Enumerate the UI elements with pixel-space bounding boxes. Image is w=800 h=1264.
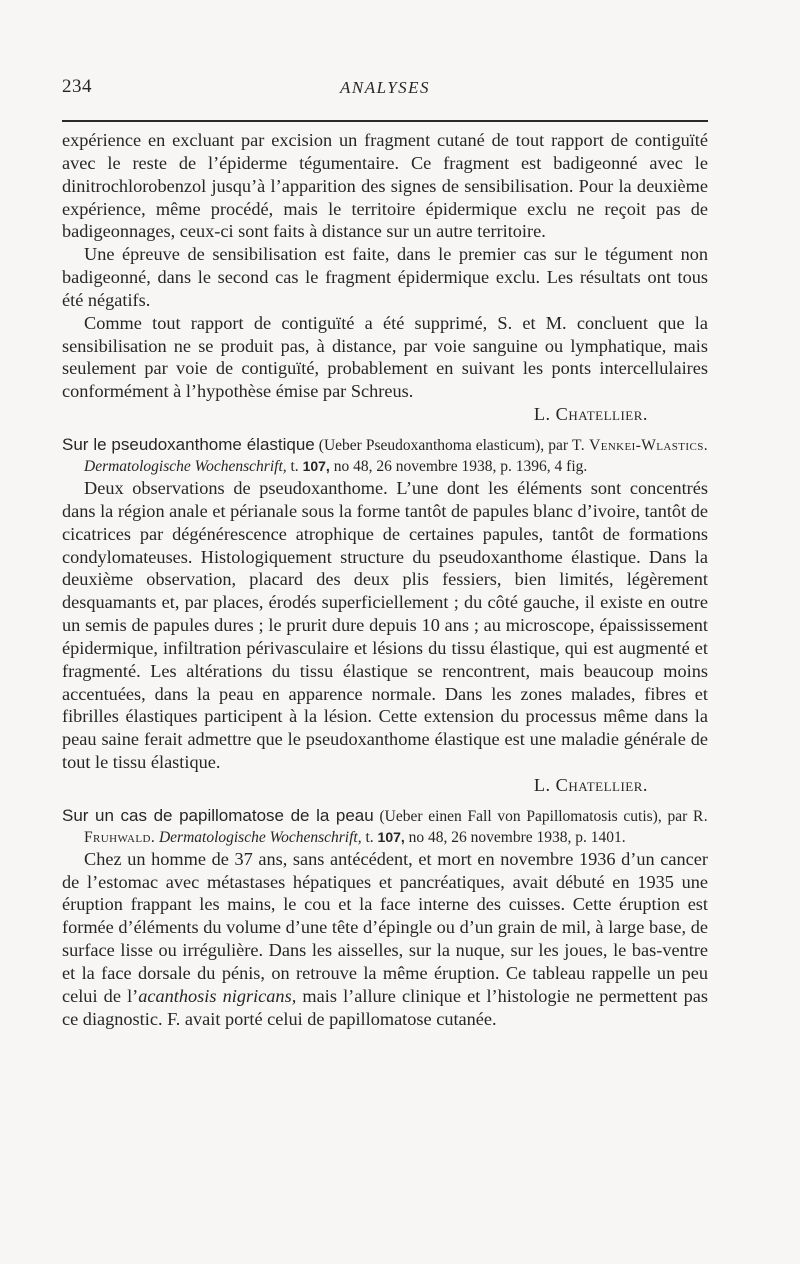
article-body <box>62 848 708 1031</box>
page-number: 234 <box>62 76 92 97</box>
intro-paragraph-3 <box>62 312 708 426</box>
intro-paragraph-1: expérience en excluant par excision un fragment cutané de tout rapport de contiguïté avec le reste de l’épiderme tégumentaire. Ce fragment est badigeonné avec le dinitrochlorobenzol jusqu’à l’apparition des signes de sensibilisation. Pour la deuxième expérience, même procédé, mais le territoire épidermique exclu ne reçoit pas de badigeonnages, ceux-ci sont faits à distance sur un autre territoire. <box>62 130 708 242</box>
signature: L. Chatellier. <box>533 404 648 425</box>
article-heading <box>62 434 708 477</box>
signature: L. Chatellier. <box>533 774 648 795</box>
article-body-text: mais l’allure clinique et l’histologie ne permettent pas ce diagnostic. F. avait porté celui de papillomatose cutanée. <box>62 985 708 1029</box>
page-header <box>62 76 708 104</box>
citation-details: no 48, 26 novembre 1938, p. 1396, 4 fig. <box>333 457 588 475</box>
intro-paragraph-2: Une épreuve de sensibilisation est faite, dans le premier cas sur le tégument non badigeonné, dans le second cas le fragment épidermique exclu. Les résultats ont tous été négatifs. <box>62 244 708 310</box>
document-page <box>62 76 709 1029</box>
article-body <box>62 477 708 797</box>
article-title: Sur un cas de papillomatose de la peau <box>62 805 374 825</box>
journal-name: Dermatologische Wochenschrift, <box>84 457 287 475</box>
page-body <box>62 129 708 1031</box>
original-title: (Ueber einen Fall von Papillomatosis cutis), par <box>379 807 688 825</box>
article-author: R. Fruhwald. <box>84 807 709 846</box>
intro-paragraph-3-text: Comme tout rapport de contiguïté a été supprimé, S. et M. concluent que la sensibilisation ne se produit pas, à distance, par voie sanguine ou lymphatique, mais seulement par voie de contiguïté, probablement en suivant les ponts intercellulaires conformément à l’hypothèse émise par Schreus. <box>62 312 708 402</box>
article-body-text: Deux observations de pseudoxanthome. L’une dont les éléments sont concentrés dans la région anale et périanale sous la forme tantôt de papules blanc d’ivoire, tantôt de cicatrices par dégénérescence atrophique de certaines papules, tantôt de formations condylomateuses. Histologiquement structure du pseudoxanthome élastique. Dans la deuxième observation, placard des deux plis fessiers, bien limités, légèrement desquamants et, par places, érodés superficiellement ; du côté gauche, il existe en outre un semis de papules dures ; le prurit dure depuis 10 ans ; au microscope, épaississement épidermique, infiltration périvasculaire et lésions du tissu élastique, qui est augmenté et fragmenté. Les altérations du tissu élastique se rencontrent, mais beaucoup moins accentuées, dans la peau en apparence normale. Dans les zones malades, fibres et fibrilles élastiques participent à la lésion. Cette extension du processus même dans la peau saine ferait admettre que le pseudoxanthome élastique est une maladie générale de tout le tissu élastique. <box>62 477 708 773</box>
article-heading <box>62 805 708 848</box>
volume-prefix: t. <box>365 828 374 846</box>
article-body-text: Chez un homme de 37 ans, sans antécédent, et mort en novembre 1936 d’un cancer de l’estomac avec métastases hépatiques et pancréatiques, avait débuté en 1935 une éruption frappant les mains, le cou et la face interne des cuisses. Cette éruption est formée d’éléments du volume d’une tête d’épingle ou d’un grain de mil, à large base, de surface lisse ou irrégulière. Dans les aisselles, sur la nuque, sur les joues, le bas-ventre et la face dorsale du pénis, on retrouve la même éruption. Ce tableau rappelle un peu celui de l’ <box>62 848 708 1006</box>
volume-number: 107, <box>377 828 405 845</box>
volume-prefix: t. <box>290 457 299 475</box>
original-title: (Ueber Pseudoxanthoma elasticum), par <box>318 436 568 454</box>
running-title: ANALYSES <box>339 78 431 97</box>
article-author: T. Venkei-Wlastics. <box>572 436 708 454</box>
article-title: Sur le pseudoxanthome élastique <box>62 434 315 454</box>
volume-number: 107, <box>302 457 330 474</box>
citation-details: no 48, 26 novembre 1938, p. 1401. <box>408 828 626 846</box>
header-rule <box>62 120 708 122</box>
italic-term: acanthosis nigricans, <box>138 985 297 1006</box>
journal-name: Dermatologische Wochenschrift, <box>158 828 362 846</box>
